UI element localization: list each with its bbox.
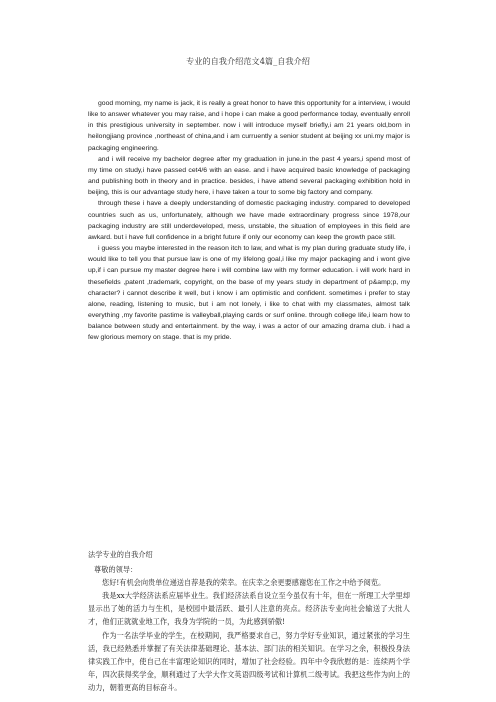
paragraph: 您好!有机会向贵单位递送自荐是我的荣幸。在庆幸之余更要感谢您在工作之中给予阅览。: [102, 578, 386, 588]
paragraph: good morning, my name is jack, it is really a great honor to have this opportunity for a interview, i would like to answer whatever you may raise, and i hope i can make a good performance today, eventually enroll in this prestigious university in september. now i will introduce myself briefly,i am 21 years old,born in heilongjiang province ,northeast of china,and i am curruently a senior student at beijing xx uni.my major is packaging engineering.: [88, 100, 410, 152]
paragraph: i guess you maybe interested in the reason itch to law, and what is my plan during graduate study life, i would like to tell you that pursue law is one of my lifelong goal,i like my major packaging and i wont give up,if i can pursue my master degree here i will combine law with my former education. i will work hard in thesefields ,patent ,trademark, copyright, on the base of my years study in department of p&amp;p, my character? i cannot describe it well, but i know i am optimistic and confident. sometimes i prefer to stay alone, reading, listening to music, but i am not lonely, i like to chat with my classmates, almost talk everything ,my favorite pastime is valleyball,playing cards or surf online. through college life,i learn how to balance between study and entertainment. by the way, i was a actor of our amazing drama club. i had a few glorious memory on stage. that is my pride.: [88, 245, 410, 342]
section-heading: 法学专业的自我介绍: [88, 550, 153, 559]
paragraph: and i will receive my bachelor degree after my graduation in june.in the past 4 years,i spend most of my time on study,i have passed cet4/6 with an ease. and i have acquired basic knowledge of packaging and publishing both in theory and in practice. besides, i have attend several packaging exhibition hold in beijing, this is our advantage study here, i have taken a tour to some big factory and company.: [88, 155, 410, 197]
paragraph: 作为一名法学毕业的学生，在校期间，我严格要求自己，努力学好专业知识，通过紧张的学习生活，我已经熟悉并掌握了有关法律基础理论、基本法、部门法的相关知识。在学习之余，积极投身法律实践工作中，使自己在丰富理论知识的同时，增加了社会经验。四年中令我欣慰的是：连续两个学年，四次获得奖学金，顺利通过了大学大作文英语四级考试和计算机二级考试。我把这些作为向上的动力，朝着更高的目标奋斗。: [88, 630, 410, 692]
salutation: 尊敬的领导：: [94, 565, 138, 575]
chinese-self-introduction: [88, 548, 410, 694]
paragraph: 我是xx大学经济法系应届毕业生。我们经济法系自设立至今虽仅有十年，但在一所理工大学里却显示出了她的活力与生机，是校园中最活跃、最引人注意的亮点。经济法专业向社会输送了大批人才，他们正就就业地工作，我身为学院的一员，为此感到骄傲!: [88, 591, 410, 627]
paragraph: through these i have a deeply understanding of domestic packaging industry. compared to developed countries such as us, unfortunately, although we have made extraordinary progress since 1978,our packaging industry are still underdeveloped, mess, unstable, the situation of employees in this field are awkard. but i have full confidence in a bright future if only our economy can keep the growth pace still.: [88, 200, 410, 241]
english-self-introduction: [88, 98, 410, 343]
document-title: 专业的自我介绍范文4篇_自我介绍: [186, 56, 310, 66]
